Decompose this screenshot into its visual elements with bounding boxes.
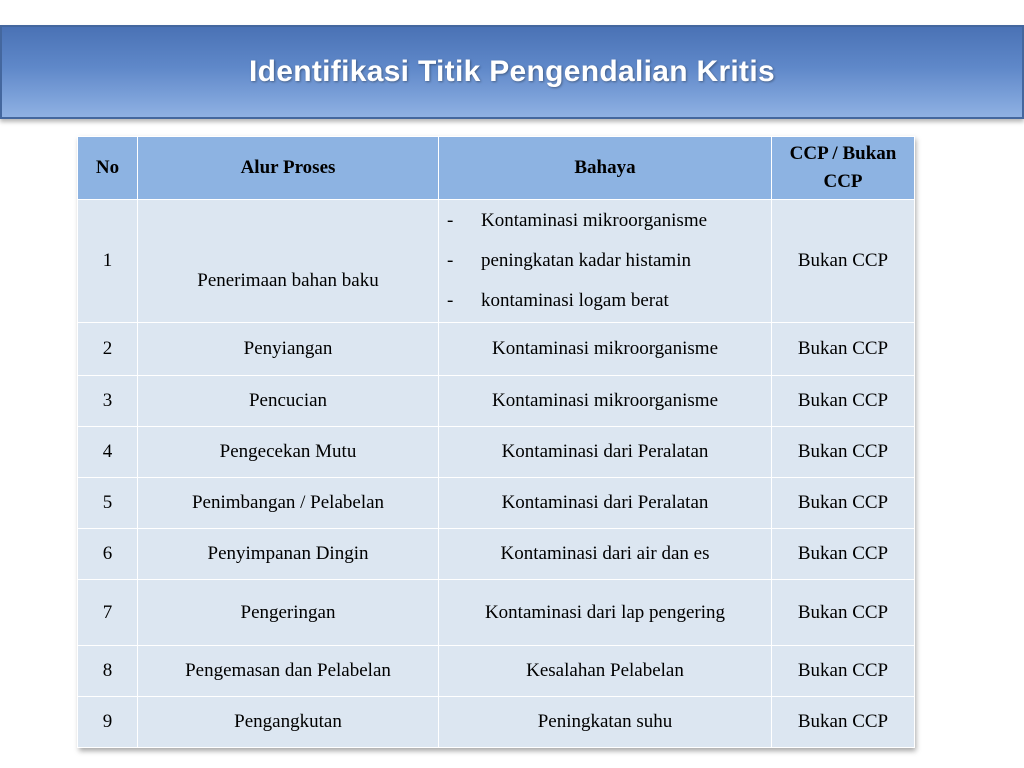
header-hazard: Bahaya <box>439 137 772 200</box>
row-number: 9 <box>78 697 138 748</box>
row-process: Penyiangan <box>138 323 439 376</box>
row-hazard: Peningkatan suhu <box>439 697 772 748</box>
row-hazard: Kontaminasi mikroorganisme <box>439 376 772 427</box>
list-item <box>443 281 767 321</box>
row-ccp-status: Bukan CCP <box>772 646 915 697</box>
row-number: 7 <box>78 580 138 646</box>
row-ccp-status: Bukan CCP <box>772 427 915 478</box>
table-row <box>78 200 915 323</box>
row-number: 2 <box>78 323 138 376</box>
table-row <box>78 427 915 478</box>
bullet-dash: - <box>447 210 454 231</box>
hazard-text: peningkatan kadar histamin <box>481 250 691 271</box>
row-process: Pengangkutan <box>138 697 439 748</box>
table-row <box>78 646 915 697</box>
row-number: 3 <box>78 376 138 427</box>
list-item <box>443 241 767 281</box>
row-ccp-status: Bukan CCP <box>772 200 915 323</box>
row-process: Pencucian <box>138 376 439 427</box>
row-process: Penerimaan bahan baku <box>138 200 439 323</box>
row-hazard: Kontaminasi dari Peralatan <box>439 478 772 529</box>
row-ccp-status: Bukan CCP <box>772 478 915 529</box>
row-number: 8 <box>78 646 138 697</box>
row-ccp-status: Bukan CCP <box>772 697 915 748</box>
row-number: 6 <box>78 529 138 580</box>
table-row <box>78 376 915 427</box>
row-process: Pengeringan <box>138 580 439 646</box>
row-hazard: Kontaminasi dari air dan es <box>439 529 772 580</box>
header-process: Alur Proses <box>138 137 439 200</box>
table-row <box>78 580 915 646</box>
row-process: Pengecekan Mutu <box>138 427 439 478</box>
list-item <box>443 201 767 241</box>
row-hazard: Kesalahan Pelabelan <box>439 646 772 697</box>
table-row <box>78 478 915 529</box>
bullet-dash: - <box>447 290 454 311</box>
table-row <box>78 323 915 376</box>
row-ccp-status: Bukan CCP <box>772 323 915 376</box>
table-row <box>78 529 915 580</box>
header-no: No <box>78 137 138 200</box>
row-process: Pengemasan dan Pelabelan <box>138 646 439 697</box>
row-hazard: Kontaminasi dari lap pengering <box>439 580 772 646</box>
row-process: Penyimpanan Dingin <box>138 529 439 580</box>
title-bar <box>0 25 1024 119</box>
row-hazard-list-cell <box>439 200 772 323</box>
header-ccp-line2: CCP <box>823 171 863 192</box>
row-ccp-status: Bukan CCP <box>772 376 915 427</box>
hazard-list <box>443 201 767 321</box>
header-ccp <box>772 137 915 200</box>
row-process: Penimbangan / Pelabelan <box>138 478 439 529</box>
row-number: 4 <box>78 427 138 478</box>
hazard-text: kontaminasi logam berat <box>481 290 669 311</box>
ccp-table <box>77 136 915 748</box>
hazard-text: Kontaminasi mikroorganisme <box>481 210 708 231</box>
row-number: 1 <box>78 200 138 323</box>
row-hazard: Kontaminasi dari Peralatan <box>439 427 772 478</box>
table-row <box>78 697 915 748</box>
row-ccp-status: Bukan CCP <box>772 529 915 580</box>
slide-title: Identifikasi Titik Pengendalian Kritis <box>249 55 775 88</box>
row-hazard: Kontaminasi mikroorganisme <box>439 323 772 376</box>
header-ccp-line1: CCP / Bukan <box>789 143 897 164</box>
row-number: 5 <box>78 478 138 529</box>
row-ccp-status: Bukan CCP <box>772 580 915 646</box>
table-header-row <box>78 137 915 200</box>
bullet-dash: - <box>447 250 454 271</box>
ccp-table-container <box>77 136 914 748</box>
